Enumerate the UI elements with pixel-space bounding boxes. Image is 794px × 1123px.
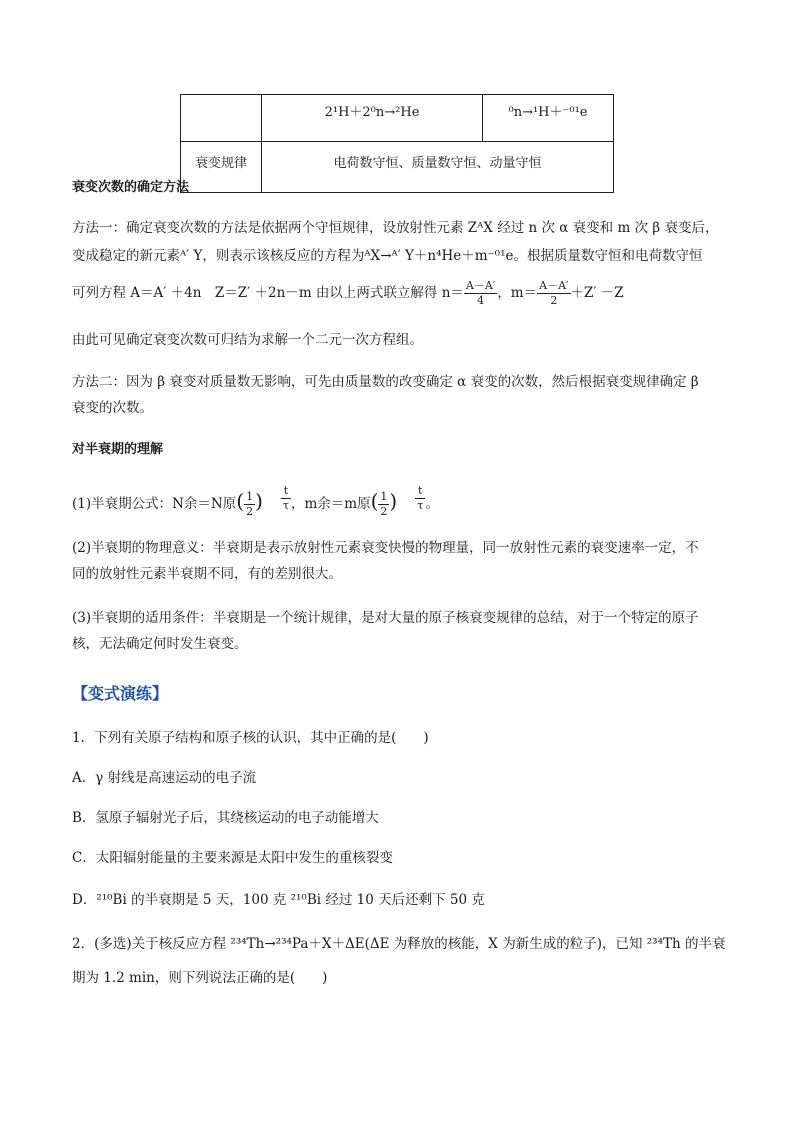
method2-line2: 衰变的次数。 (72, 400, 153, 416)
fraction-half-m (378, 490, 389, 519)
method1-line2: 变成稳定的新元素ᴬ′ Y，则表示该核反应的方程为ᴬX→ᴬ′ Y＋n⁴He＋m⁻⁰¹e。根据质量数守恒和电荷数守恒 (72, 248, 703, 264)
formula-n-left: (1)半衰期公式：N余＝N原 (72, 496, 237, 512)
fraction-n-denominator: 4 (477, 294, 485, 307)
method2-line1: 方法二：因为 β 衰变对质量数无影响，可先由质量数的改变确定 α 衰变的次数，然后根据衰变规律确定 β (72, 374, 699, 390)
question-1-option-c: C．太阳辐射能量的主要来源是太阳中发生的重核裂变 (72, 850, 393, 866)
section-title-decay-count: 衰变次数的确定方法 (72, 180, 190, 195)
table-cell-neutron-decay-equation: ⁰n→¹H＋⁻⁰¹e (483, 95, 614, 142)
question-2-line1: 2．(多选)关于核反应方程 ²³⁴Th→²³⁴Pa＋X＋ΔE(ΔE 为释放的核能，X 为新生成的粒子)，已知 ²³⁴Th 的半衰 (72, 936, 726, 952)
fraction-m-denominator: 2 (550, 294, 558, 307)
question-1-option-a: A．γ 射线是高速运动的电子流 (72, 770, 257, 786)
method1-conclusion: 由此可见确定衰变次数可归结为求解一个二元一次方程组。 (72, 332, 423, 348)
fraction-m (537, 279, 570, 308)
exponent-m (415, 484, 425, 513)
formula-m-left: ，m余＝m原 (290, 496, 371, 512)
exponent-tau: τ (417, 499, 424, 512)
method1-m-tail: ＋Z′ －Z (570, 285, 624, 301)
fraction-one: 1 (380, 490, 388, 503)
formula-period: 。 (425, 496, 439, 512)
exponent-t: t (415, 484, 425, 499)
method1-equations: 可列方程 A＝A′ ＋4n Z＝Z′ ＋2n－m 由以上两式联立解得 n＝ (72, 285, 464, 301)
exponent-tau: τ (282, 499, 289, 512)
question-1-option-b: B．氢原子辐射光子后，其绕核运动的电子动能增大 (72, 810, 379, 826)
method1-line3 (72, 276, 732, 310)
fraction-two: 2 (380, 505, 388, 518)
half-life-conditions-line2: 核，无法确定何时发生衰变。 (72, 636, 248, 652)
half-life-meaning-line1: (2)半衰期的物理意义：半衰期是表示放射性元素衰变快慢的物理量，同一放射性元素的衰变速率一定，不 (72, 540, 699, 556)
table-cell-label: 衰变规律 (181, 142, 262, 193)
half-life-formula: (1)半衰期公式：N余＝N原( $\frac{1}{2}$ ) $\frac{t}{\tau}$ ，m余＝m原( $\frac{1}{2}$ ) $\frac{t}{\tau}$ 。 (72, 484, 439, 518)
question-2-line2: 期为 1.2 min，则下列说法正确的是( ) (72, 970, 328, 986)
exercise-heading: 【变式演练】 (72, 684, 169, 703)
fraction-m-numerator: A－A′ (539, 279, 569, 292)
table-cell-conservation-laws: 电荷数守恒、质量数守恒、动量守恒 (262, 142, 614, 193)
fraction-n (464, 279, 497, 308)
exponent-n (281, 484, 291, 513)
method1-m-label: ，m＝ (497, 285, 538, 301)
fraction-two: 2 (246, 505, 254, 518)
fraction-one: 1 (246, 490, 254, 503)
half-life-conditions-line1: (3)半衰期的适用条件：半衰期是一个统计规律，是对大量的原子核衰变规律的总结，对于一个特定的原子 (72, 610, 699, 626)
table-cell-empty (181, 95, 262, 142)
fraction-half-n (244, 490, 255, 519)
fraction-n-numerator: A－A′ (465, 279, 496, 292)
table-cell-fusion-equation: 2¹H＋2⁰n→²He (262, 95, 483, 142)
half-life-meaning-line2: 同的放射性元素半衰期不同，有的差别很大。 (72, 566, 342, 582)
section-title-half-life: 对半衰期的理解 (72, 442, 164, 457)
method1-line1: 方法一：确定衰变次数的方法是依据两个守恒规律，设放射性元素 ZᴬX 经过 n 次 α 衰变和 m 次 β 衰变后， (72, 220, 719, 236)
question-1-option-d: D．²¹⁰Bi 的半衰期是 5 天，100 克 ²¹⁰Bi 经过 10 天后还剩下 50 克 (72, 892, 485, 908)
exponent-t: t (281, 484, 291, 499)
table-row (181, 95, 614, 142)
question-1: 1．下列有关原子结构和原子核的认识，其中正确的是( ) (72, 730, 429, 746)
